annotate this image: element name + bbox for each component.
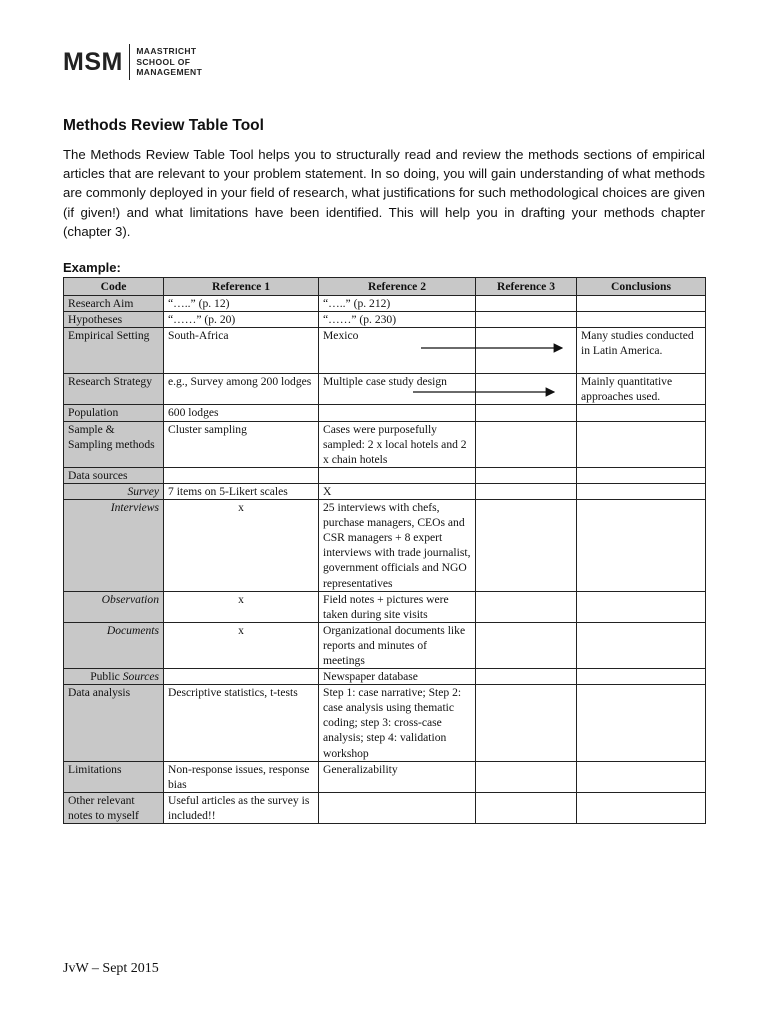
row-reference-3: [476, 622, 577, 668]
table-row: [64, 296, 706, 312]
table-row: [64, 467, 706, 483]
table-row: [64, 328, 706, 374]
row-reference-3: [476, 761, 577, 792]
row-conclusion: Mainly quantitative approaches used.: [577, 374, 706, 405]
row-conclusion: [577, 761, 706, 792]
row-reference-1: South-Africa: [164, 328, 319, 374]
row-reference-3: [476, 374, 577, 405]
header-reference-1: Reference 1: [164, 278, 319, 296]
row-reference-2: “…..” (p. 212): [319, 296, 476, 312]
table-row: [64, 669, 706, 685]
row-code: [64, 669, 164, 685]
table-row: [64, 483, 706, 499]
row-reference-2: Cases were purposefully sampled: 2 x local hotels and 2 x chain hotels: [319, 421, 476, 467]
intro-paragraph: The Methods Review Table Tool helps you to structurally read and review the methods sections of empirical articles that are relevant to your problem statement. In so doing, you will gain understanding of what methods are commonly deployed in your field of research, what justifications for such methodological choices are given (if given!) and what limitations have been identified. This will help you in drafting your methods chapter (chapter 3).: [63, 147, 705, 239]
row-code: Hypotheses: [64, 312, 164, 328]
row-reference-3: [476, 500, 577, 592]
row-reference-3: [476, 296, 577, 312]
row-code: Research Aim: [64, 296, 164, 312]
table-row: [64, 761, 706, 792]
table-row: [64, 374, 706, 405]
row-reference-1: x: [164, 500, 319, 592]
header-conclusions: Conclusions: [577, 278, 706, 296]
logo-line-1: MAASTRICHT: [136, 46, 197, 57]
row-reference-3: [476, 591, 577, 622]
row-code: Documents: [64, 622, 164, 668]
row-reference-3: [476, 467, 577, 483]
row-reference-2: [319, 792, 476, 823]
table-row: [64, 405, 706, 421]
row-code: Limitations: [64, 761, 164, 792]
row-conclusion: [577, 296, 706, 312]
row-conclusion: [577, 685, 706, 761]
table-row: [64, 685, 706, 761]
row-conclusion: [577, 792, 706, 823]
row-conclusion: [577, 312, 706, 328]
row-code: Observation: [64, 591, 164, 622]
row-code: Population: [64, 405, 164, 421]
row-reference-2: Generalizability: [319, 761, 476, 792]
row-reference-1: Useful articles as the survey is included!!: [164, 792, 319, 823]
row-reference-2: Newspaper database: [319, 669, 476, 685]
row-reference-1: Descriptive statistics, t-tests: [164, 685, 319, 761]
row-reference-1: Cluster sampling: [164, 421, 319, 467]
row-code-italic: Sources: [122, 670, 159, 684]
row-conclusion: [577, 421, 706, 467]
row-code: Data analysis: [64, 685, 164, 761]
row-reference-3: [476, 405, 577, 421]
row-reference-2: Multiple case study design: [319, 374, 476, 405]
row-reference-3: [476, 685, 577, 761]
row-reference-1: [164, 669, 319, 685]
row-reference-1: x: [164, 622, 319, 668]
row-code: Sample & Sampling methods: [64, 421, 164, 467]
row-reference-2: 25 interviews with chefs, purchase managers, CEOs and CSR managers + 8 expert interviews with trade journalist, government officials and NGO representatives: [319, 500, 476, 592]
table-header-row: [64, 278, 706, 296]
row-conclusion: [577, 483, 706, 499]
row-conclusion: [577, 500, 706, 592]
table-row: [64, 500, 706, 592]
row-code: Data sources: [64, 467, 164, 483]
table-row: [64, 312, 706, 328]
logo-wordmark: [136, 46, 202, 78]
row-reference-2: [319, 405, 476, 421]
row-conclusion: [577, 622, 706, 668]
row-conclusion: [577, 669, 706, 685]
row-reference-1: “…..” (p. 12): [164, 296, 319, 312]
row-reference-3: [476, 328, 577, 374]
row-reference-1: [164, 467, 319, 483]
row-conclusion: Many studies conducted in Latin America.: [577, 328, 706, 374]
logo-divider: [129, 44, 131, 80]
row-reference-1: “……” (p. 20): [164, 312, 319, 328]
row-reference-1: 600 lodges: [164, 405, 319, 421]
row-reference-2: Step 1: case narrative; Step 2: case analysis using thematic coding; step 3: cross-case analysis; step 4: validation workshop: [319, 685, 476, 761]
row-reference-3: [476, 483, 577, 499]
row-reference-2: [319, 467, 476, 483]
row-reference-2: X: [319, 483, 476, 499]
logo-line-3: MANAGEMENT: [136, 67, 203, 78]
row-conclusion: [577, 467, 706, 483]
row-conclusion: [577, 591, 706, 622]
row-reference-2: “……” (p. 230): [319, 312, 476, 328]
row-code-prefix: Public: [90, 670, 123, 684]
row-code: Research Strategy: [64, 374, 164, 405]
header-reference-3: Reference 3: [476, 278, 577, 296]
table-row: [64, 622, 706, 668]
row-reference-1: Non-response issues, response bias: [164, 761, 319, 792]
header-code: Code: [64, 278, 164, 296]
row-code: Empirical Setting: [64, 328, 164, 374]
footer-author-date: JvW – Sept 2015: [63, 961, 159, 976]
row-reference-2: Organizational documents like reports and minutes of meetings: [319, 622, 476, 668]
example-label: Example:: [63, 260, 121, 275]
logo-line-2: SCHOOL OF: [136, 56, 191, 67]
table-row: [64, 792, 706, 823]
page-title: Methods Review Table Tool: [63, 117, 264, 134]
row-reference-3: [476, 421, 577, 467]
row-reference-1: e.g., Survey among 200 lodges: [164, 374, 319, 405]
row-reference-1: 7 items on 5-Likert scales: [164, 483, 319, 499]
msm-logo: [63, 44, 202, 80]
row-code: Other relevant notes to myself: [64, 792, 164, 823]
row-conclusion: [577, 405, 706, 421]
row-code: Survey: [64, 483, 164, 499]
row-reference-2: Field notes + pictures were taken during site visits: [319, 591, 476, 622]
methods-review-table: [63, 277, 706, 824]
table-row: [64, 591, 706, 622]
table-row: [64, 421, 706, 467]
row-reference-3: [476, 792, 577, 823]
row-reference-1: x: [164, 591, 319, 622]
row-code: Interviews: [64, 500, 164, 592]
row-reference-2: Mexico: [319, 328, 476, 374]
row-reference-3: [476, 312, 577, 328]
row-reference-3: [476, 669, 577, 685]
logo-mark: MSM: [63, 47, 123, 76]
header-reference-2: Reference 2: [319, 278, 476, 296]
